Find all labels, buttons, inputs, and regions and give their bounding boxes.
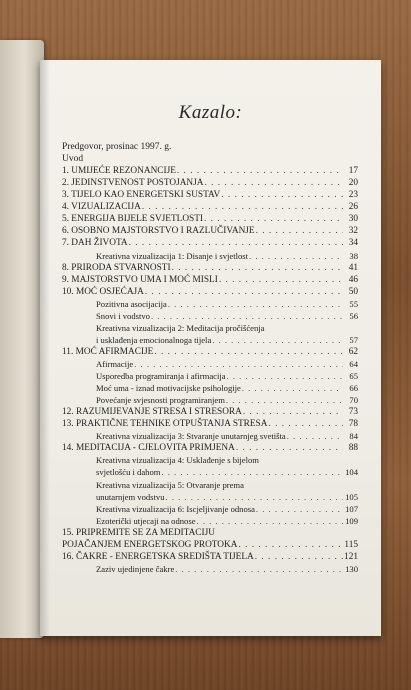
- toc-entry-label: 8. PRIRODA STVARNOSTI: [62, 263, 171, 273]
- toc-entry-page: 105: [345, 492, 358, 502]
- toc-entry: [62, 275, 358, 286]
- toc-leader-dots: [212, 335, 343, 346]
- toc-entry-page: 65: [349, 371, 358, 381]
- toc-entry-page: 70: [349, 395, 358, 405]
- toc-entry-page: 46: [348, 275, 358, 285]
- toc-entry-page: 50: [348, 287, 358, 297]
- toc-subentry: [96, 504, 358, 515]
- toc-leader-dots: [154, 347, 343, 358]
- toc-subentry: [96, 299, 358, 310]
- toc-leader-dots: [172, 263, 343, 274]
- toc-entry-label: 14. MEDITACIJA - CJELOVITA PRIMJENA: [62, 443, 235, 453]
- toc-leader-dots: [242, 383, 343, 394]
- toc-entry: [62, 178, 358, 189]
- toc-entry-page: 55: [349, 299, 358, 309]
- toc-leader-dots: [236, 443, 343, 454]
- toc-entry-page: 17: [348, 166, 358, 176]
- toc-entry-label: 12. RAZUMIJEVANJE STRESA I STRESORA: [62, 407, 242, 417]
- toc-leader-dots: [177, 166, 343, 177]
- toc-entry: [62, 190, 358, 201]
- toc-leader-dots: [219, 275, 343, 286]
- toc-entry-label: Afirmacije: [96, 359, 134, 369]
- toc-subentry: [96, 251, 358, 262]
- toc-entry-page: 88: [348, 443, 358, 453]
- toc-entry-page: 62: [348, 347, 358, 357]
- toc-entry: [62, 263, 358, 274]
- toc-leader-dots: [204, 214, 343, 225]
- toc-entry-label: POJAČANJEM ENERGETSKOG PROTOKA: [62, 540, 238, 550]
- toc-entry-page: 57: [349, 335, 358, 345]
- toc-entry-page: 104: [345, 467, 358, 477]
- toc-entry: [62, 407, 358, 418]
- toc-entry-page: 66: [349, 383, 358, 393]
- toc-entry-label: 11. MOĆ AFIRMACIJE: [62, 347, 154, 357]
- toc-subentry-line: Kreativna vizualizacija 2: Meditacija pročišćenja: [96, 323, 265, 333]
- toc-leader-dots: [142, 202, 343, 213]
- page-gutter-shadow: [40, 60, 50, 636]
- toc-entry-label: 4. VIZUALIZACIJA: [62, 202, 141, 212]
- toc-leader-dots: [197, 516, 343, 527]
- toc-entry-label: 2. JEDINSTVENOST POSTOJANJA: [62, 178, 204, 188]
- toc-entry-page: 38: [349, 251, 358, 261]
- toc-entry-page: 121: [344, 552, 358, 562]
- toc-entry-label: Pozitivna asocijacija: [96, 299, 167, 309]
- toc-leader-dots: [287, 431, 343, 442]
- toc-subentry: [96, 492, 358, 503]
- toc-entry-label: 5. ENERGIJA BIJELE SVJETLOSTI: [62, 214, 203, 224]
- toc-entry-page: 30: [348, 214, 358, 224]
- toc-entry-label: 9. MAJSTORSTVO UMA I MOĆ MISLI: [62, 275, 218, 285]
- toc-entry: [62, 226, 358, 237]
- toc-subentry: [96, 371, 358, 382]
- toc-subentry: [96, 516, 358, 527]
- toc-entry: [62, 552, 358, 563]
- toc-entry-label: 1. UMIJEĆE REZONANCIJE: [62, 166, 176, 176]
- toc-leader-dots: [249, 251, 343, 262]
- toc-subentry-line: Kreativna vizualizacija 4: Usklađenje s bijelom: [96, 455, 259, 465]
- toc-leader-dots: [226, 395, 343, 406]
- preface-line: Predgovor, prosinac 1997. g.: [62, 142, 172, 152]
- toc-entry-label: 10. MOĆ OSJEĆAJA: [62, 287, 144, 297]
- toc-entry-page: 78: [348, 419, 358, 429]
- toc-subentry: [96, 564, 358, 575]
- toc-entry-label: Kreativna vizualizacija 1: Disanje i svjetlost: [96, 251, 249, 261]
- toc-entry-page: 32: [348, 226, 358, 236]
- toc-entry: [62, 443, 358, 454]
- toc-leader-dots: [129, 238, 343, 249]
- book-page-edges: [0, 40, 44, 638]
- toc-entry: [62, 287, 358, 298]
- toc-entry-page: 109: [345, 516, 358, 526]
- toc-entry-label: Moć uma - iznad motivacijske psihologije: [96, 383, 241, 393]
- toc-entry-label: Kreativna vizualizacija 6: Iscjeljivanje odnosa: [96, 504, 255, 514]
- toc-entry-label: i usklađenja emocionalnoga tijela: [96, 335, 212, 345]
- toc-entry-page: 115: [344, 540, 358, 550]
- toc-leader-dots: [145, 287, 343, 298]
- toc-entry-line: 15. PRIPREMITE SE ZA MEDITACIJU: [62, 528, 215, 538]
- toc-entry-label: Snovi i vodstvo: [96, 311, 150, 321]
- toc-entry-label: Zaziv ujedinjene čakre: [96, 564, 175, 574]
- toc-leader-dots: [256, 504, 343, 515]
- toc-entry-label: Kreativna vizualizacija 3: Stvaranje unutarnjeg svetišta: [96, 431, 286, 441]
- toc-entry-page: 26: [348, 202, 358, 212]
- toc-subentry-line: Kreativna vizualizacija 5: Otvaranje prema: [96, 480, 244, 490]
- toc-leader-dots: [151, 311, 343, 322]
- toc-leader-dots: [161, 467, 343, 478]
- toc-subentry: [96, 383, 358, 394]
- toc-subentry: [96, 467, 358, 478]
- toc-entry-page: 73: [348, 407, 358, 417]
- toc-entry-page: 107: [345, 504, 358, 514]
- toc-entry-label: Povećanje svjesnosti programiranjem: [96, 395, 225, 405]
- toc-leader-dots: [227, 371, 343, 382]
- toc-entry-page: 23: [348, 190, 358, 200]
- toc-entry: [62, 214, 358, 225]
- toc-leader-dots: [204, 178, 343, 189]
- toc-entry: [62, 540, 358, 551]
- toc-entry: [62, 166, 358, 177]
- toc-entry: [62, 202, 358, 213]
- toc-entry-page: 84: [349, 431, 358, 441]
- toc-entry-label: 13. PRAKTIČNE TEHNIKE OTPUŠTANJA STRESA: [62, 419, 268, 429]
- toc-leader-dots: [255, 552, 343, 563]
- toc-entry-label: svjetlošću i dahom: [96, 467, 161, 477]
- toc-entry: [62, 347, 358, 358]
- toc-subentry: [96, 359, 358, 370]
- toc-entry: [62, 419, 358, 430]
- toc-leader-dots: [268, 419, 343, 430]
- toc-entry-page: 41: [348, 263, 358, 273]
- toc-leader-dots: [175, 564, 343, 575]
- toc-entry-label: 3. TIJELO KAO ENERGETSKI SUSTAV: [62, 190, 221, 200]
- toc-entry-page: 56: [349, 311, 358, 321]
- toc-leader-dots: [221, 190, 343, 201]
- toc-entry-label: 7. DAH ŽIVOTA: [62, 238, 128, 248]
- toc-leader-dots: [168, 299, 343, 310]
- toc-leader-dots: [238, 540, 343, 551]
- toc-subentry: [96, 311, 358, 322]
- toc-entry: [62, 238, 358, 249]
- toc-entry-label: 6. OSOBNO MAJSTORSTVO I RAZLUČIVANJE: [62, 226, 255, 236]
- toc-entry-label: 16. ČAKRE - ENERGETSKA SREDIŠTA TIJELA: [62, 552, 254, 562]
- toc-subentry: [96, 395, 358, 406]
- toc-leader-dots: [243, 407, 343, 418]
- toc-entry-label: Ezoterički utjecaji na odnose: [96, 516, 196, 526]
- toc-entry-page: 64: [349, 359, 358, 369]
- toc-subentry: [96, 431, 358, 442]
- book-page: [40, 60, 381, 636]
- toc-leader-dots: [134, 359, 343, 370]
- toc-entry-page: 34: [348, 238, 358, 248]
- toc-entry-label: Usporedba programiranja i afirmacija: [96, 371, 226, 381]
- toc-leader-dots: [256, 226, 343, 237]
- toc-subentry: [96, 335, 358, 346]
- page-title: Kazalo:: [178, 102, 243, 123]
- toc-leader-dots: [166, 492, 343, 503]
- intro-line: Uvod: [62, 154, 84, 164]
- toc-entry-page: 130: [345, 564, 358, 574]
- toc-entry-label: unutarnjem vodstvu: [96, 492, 165, 502]
- toc-entry-page: 20: [348, 178, 358, 188]
